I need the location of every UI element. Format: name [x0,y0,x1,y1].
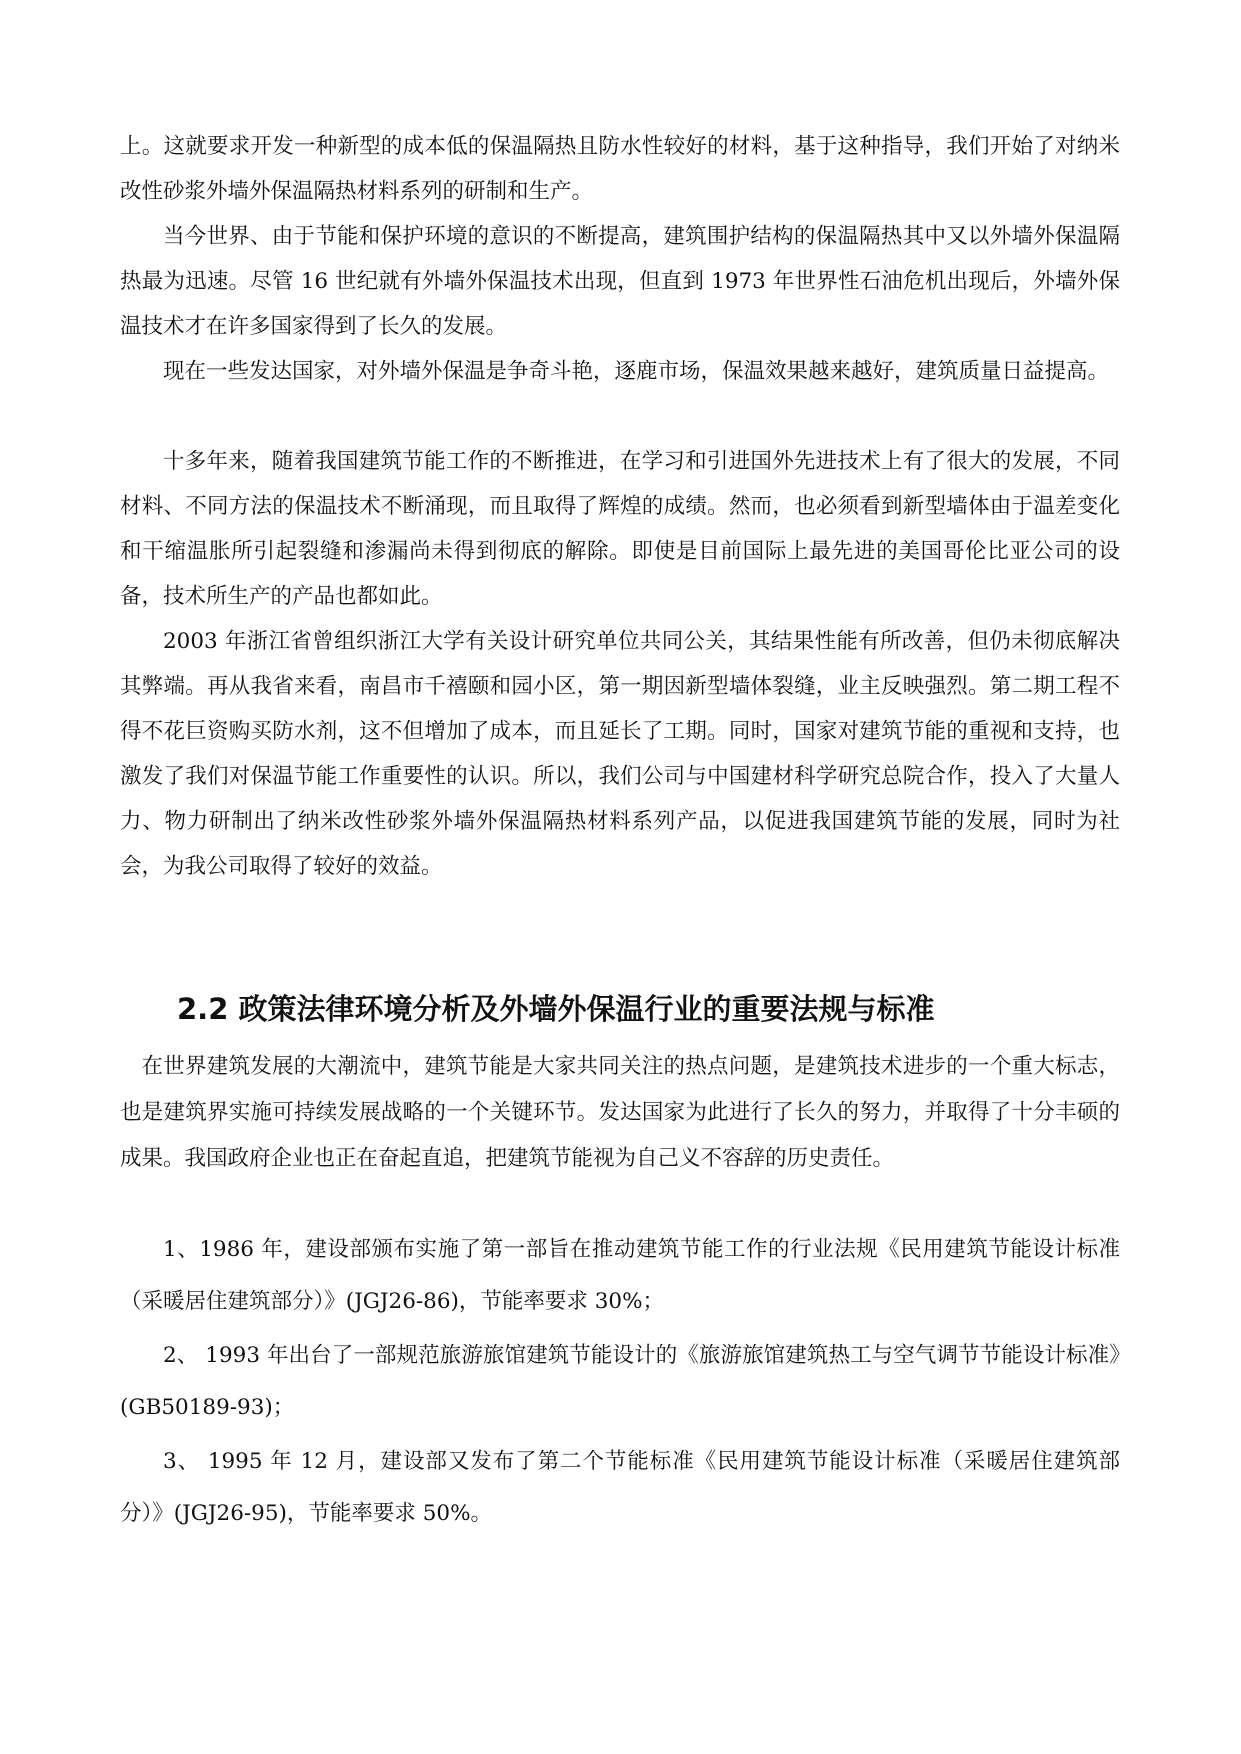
list-item-standard-1995: 3、 1995 年 12 月，建设部又发布了第二个节能标准《民用建筑节能设计标准（采暖居住建筑部分）》(JGJ26-95)，节能率要求 50%。 [120,1449,1120,1526]
section-heading: 2.2 政策法律环境分析及外墙外保温行业的重要法规与标准 [177,992,935,1026]
paragraph-section-intro: 在世界建筑发展的大潮流中，建筑节能是大家共同关注的热点问题，是建筑技术进步的一个重大标志，也是建筑界实施可持续发展战略的一个关键环节。发达国家为此进行了长久的努力，并取得了十分丰硕的成果。我国政府企业也正在奋起直追，把建筑节能视为自己义不容辞的历史责任。 [120,1054,1120,1171]
paragraph-company-development: 2003 年浙江省曾组织浙江大学有关设计研究单位共同公关，其结果性能有所改善，但仍未彻底解决其弊端。再从我省来看，南昌市千禧颐和园小区，第一期因新型墙体裂缝，业主反映强烈。第二期工程不得不花巨资购买防水剂，这不但增加了成本，而且延长了工期。同时，国家对建筑节能的重视和支持，也激发了我们对保温节能工作重要性的认识。所以，我们公司与中国建材科学研究总院合作，投入了大量人力、物力研制出了纳米改性砂浆外墙外保温隔热材料系列产品，以促进我国建筑节能的发展，同时为社会，为我公司取得了较好的效益。 [120,629,1120,879]
list-item-standard-1993: 2、 1993 年出台了一部规范旅游旅馆建筑节能设计的《旅游旅馆建筑热工与空气调节节能设计标准》(GB50189-93)； [120,1343,1120,1420]
list-item-standard-1986: 1、1986 年，建设部颁布实施了第一部旨在推动建筑节能工作的行业法规《民用建筑节能设计标准（采暖居住建筑部分）》(JGJ26-86)，节能率要求 30%； [120,1237,1120,1314]
paragraph-world-trend: 当今世界、由于节能和保护环境的意识的不断提高，建筑围护结构的保温隔热其中又以外墙外保温隔热最为迅速。尽管 16 世纪就有外墙外保温技术出现，但直到 1973 年世界性石油危机出现后，外墙外保温技术才在许多国家得到了长久的发展。 [120,224,1120,339]
paragraph-intro-continuation: 上。这就要求开发一种新型的成本低的保温隔热且防水性较好的材料，基于这种指导，我们开始了对纳米改性砂浆外墙外保温隔热材料系列的研制和生产。 [120,134,1120,204]
paragraph-domestic-progress: 十多年来，随着我国建筑节能工作的不断推进，在学习和引进国外先进技术上有了很大的发展，不同材料、不同方法的保温技术不断涌现，而且取得了辉煌的成绩。然而，也必须看到新型墙体由于温差变化和干缩温胀所引起裂缝和渗漏尚未得到彻底的解除。即使是目前国际上最先进的美国哥伦比亚公司的设备，技术所生产的产品也都如此。 [120,449,1120,609]
paragraph-developed-countries: 现在一些发达国家，对外墙外保温是争奇斗艳，逐鹿市场，保温效果越来越好，建筑质量日益提高。 [163,359,1110,384]
